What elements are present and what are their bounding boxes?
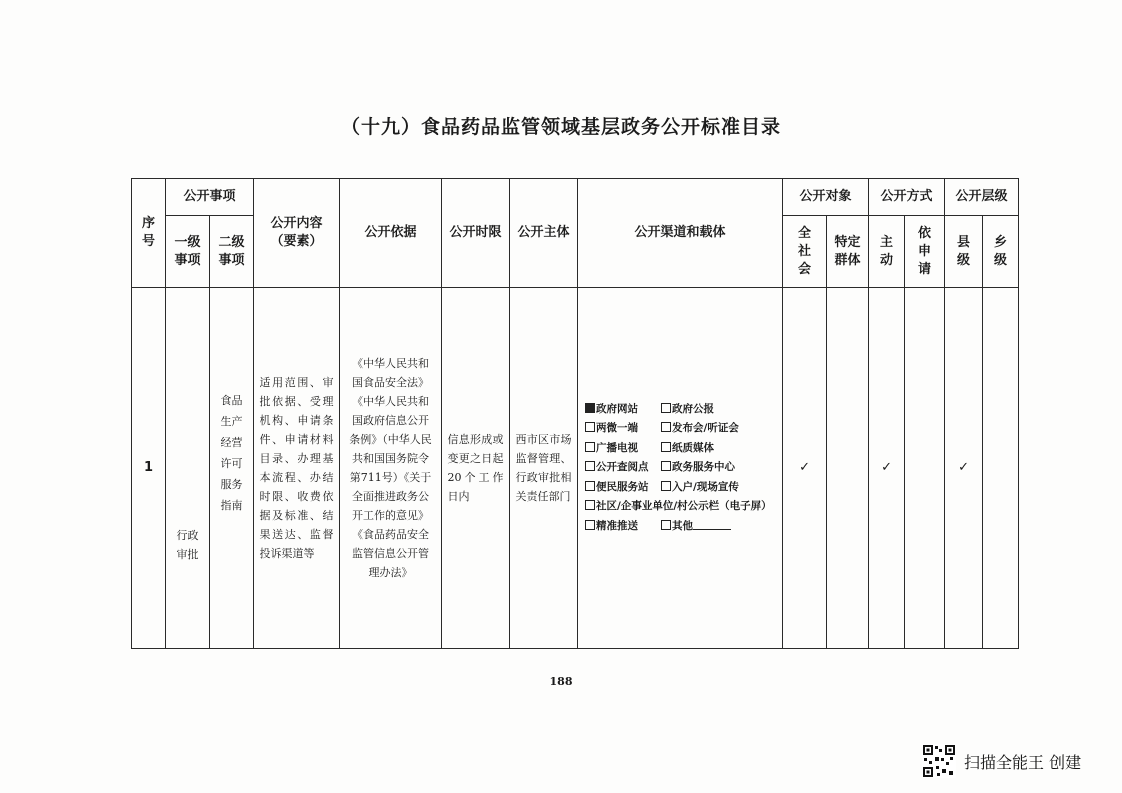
watermark-text: 扫描全能王 创建: [964, 752, 1082, 772]
scanner-watermark: [922, 744, 1081, 778]
channel-row: [585, 458, 775, 478]
channel-label: 其他: [672, 519, 694, 532]
header-seq: 序号: [132, 179, 166, 288]
channel-item: [585, 439, 661, 459]
channel-list: [585, 400, 775, 537]
header-level1: 一级事项: [166, 216, 210, 288]
channel-row: [585, 497, 775, 517]
checked-box-icon: [585, 403, 595, 413]
channel-item: [585, 497, 775, 517]
row-content: 适用范围、审批依据、受理机构、申请条件、申请材料目录、办理基本流程、办结时限、收费依据及标准、结果送达、监督投诉渠道等: [254, 288, 340, 649]
channel-item: [585, 458, 661, 478]
channel-row: [585, 439, 775, 459]
header-method-request: 依申请: [905, 216, 945, 288]
channel-label: 广播电视: [596, 441, 639, 454]
channel-row: [585, 478, 775, 498]
row-target-specific: [827, 288, 869, 649]
header-items-group: 公开事项: [166, 179, 254, 216]
checkbox-icon: [585, 481, 595, 491]
channel-item: [585, 419, 661, 439]
fill-in-blank: [693, 519, 731, 530]
checkbox-icon: [585, 500, 595, 510]
checkbox-icon: [661, 461, 671, 471]
header-method-group: 公开方式: [869, 179, 945, 216]
channel-item: [585, 517, 661, 537]
row-subject: 西市区市场监督管理、行政审批相关责任部门: [510, 288, 578, 649]
channel-row: [585, 419, 775, 439]
row-target-all: ✓: [783, 288, 827, 649]
row-level-township: [983, 288, 1019, 649]
qr-code-icon: [922, 744, 956, 778]
table-row: [132, 288, 1019, 649]
checkbox-icon: [661, 422, 671, 432]
channel-item: [661, 400, 714, 420]
header-time-limit: 公开时限: [442, 179, 510, 288]
checkbox-icon: [661, 481, 671, 491]
header-content: 公开内容（要素）: [254, 179, 340, 288]
row-level1: 行政审批: [166, 288, 210, 649]
header-target-group: 公开对象: [783, 179, 869, 216]
header-subject: 公开主体: [510, 179, 578, 288]
header-target-all: 全社会: [783, 216, 827, 288]
channel-row: [585, 517, 775, 537]
channel-label: 政府网站: [596, 402, 639, 415]
channel-label: 纸质媒体: [672, 441, 715, 454]
channel-item: [585, 400, 661, 420]
page-number: 188: [549, 675, 573, 688]
checkbox-icon: [661, 442, 671, 452]
header-method-active: 主动: [869, 216, 905, 288]
checkbox-icon: [585, 461, 595, 471]
channel-item: [661, 458, 735, 478]
channel-item: [661, 517, 731, 537]
channel-item: [585, 478, 661, 498]
header-basis: 公开依据: [340, 179, 442, 288]
catalog-table: [131, 178, 1019, 649]
channel-label: 政务服务中心: [672, 461, 736, 474]
row-time-limit: 信息形成或变更之日起20个工作日内: [442, 288, 510, 649]
channel-label: 发布会/听证会: [672, 422, 739, 435]
channel-label: 便民服务站: [596, 480, 649, 493]
channel-label: 精准推送: [596, 519, 639, 532]
header-level2: 二级事项: [210, 216, 254, 288]
header-level-group: 公开层级: [945, 179, 1019, 216]
row-basis: 《中华人民共和国食品安全法》《中华人民共和国政府信息公开条例》（中华人民共和国国务院令第711号）《关于全面推进政务公开工作的意见》《食品药品安全监管信息公开管理办法》: [340, 288, 442, 649]
row-level2: 食品生产经营许可服务指南: [210, 288, 254, 649]
row-seq: 1: [132, 288, 166, 649]
channel-label: 公开查阅点: [596, 461, 649, 474]
channel-row: [585, 400, 775, 420]
header-level-township: 乡级: [983, 216, 1019, 288]
checkbox-icon: [661, 520, 671, 530]
checkbox-icon: [585, 422, 595, 432]
channel-item: [661, 419, 739, 439]
channel-label: 入户/现场宣传: [672, 480, 739, 493]
header-target-specific: 特定群体: [827, 216, 869, 288]
channel-label: 社区/企事业单位/村公示栏（电子屏）: [596, 500, 772, 513]
row-channels: [578, 288, 783, 649]
row-method-active: ✓: [869, 288, 905, 649]
checkbox-icon: [585, 442, 595, 452]
checkbox-icon: [585, 520, 595, 530]
header-level-county: 县级: [945, 216, 983, 288]
row-level-county: ✓: [945, 288, 983, 649]
row-method-request: [905, 288, 945, 649]
page-title: （十九）食品药品监管领域基层政务公开标准目录: [340, 116, 781, 138]
channel-item: [661, 478, 739, 498]
channel-item: [661, 439, 714, 459]
header-channels: 公开渠道和载体: [578, 179, 783, 288]
channel-label: 两微一端: [596, 422, 639, 435]
channel-label: 政府公报: [672, 402, 715, 415]
checkbox-icon: [661, 403, 671, 413]
